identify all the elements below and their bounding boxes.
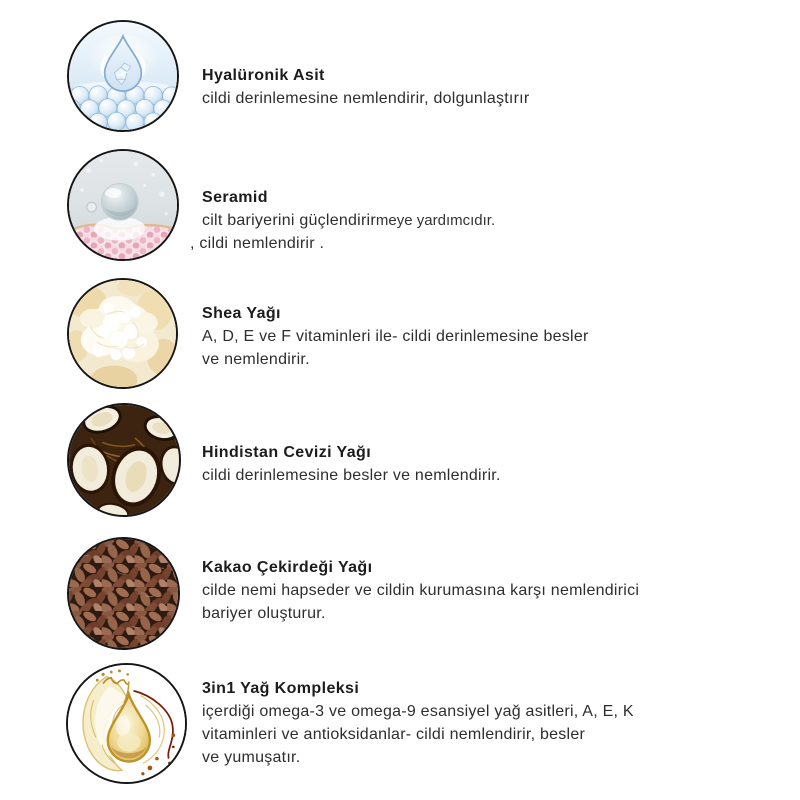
ingredient-description-line: ve yumuşatır.: [202, 749, 301, 766]
shea-butter-image: [67, 278, 178, 389]
ingredient-title: 3in1 Yağ Kompleksi: [202, 680, 360, 697]
cocoa-beans-image: [67, 537, 180, 650]
ingredient-description-line: , cildi nemlendirir .: [190, 235, 325, 252]
shea-butter-icon: [69, 280, 176, 387]
ingredient-title: Seramid: [202, 189, 268, 206]
alt-font-segment: meye yardımcıdır.: [375, 212, 496, 229]
ingredient-description-line: cilt bariyerini güçlendirirmeye yardımcıdır.: [202, 212, 496, 229]
ingredient-description-line: ve nemlendirir.: [202, 351, 310, 368]
ingredient-title: Hindistan Cevizi Yağı: [202, 444, 372, 461]
ingredient-title: Hyalüronik Asit: [202, 67, 325, 84]
oil-drop-image: [66, 663, 187, 784]
cocoa-beans-icon: [69, 539, 178, 648]
ingredient-description-line: içerdiği omega-3 ve omega-9 esansiyel yağ asitleri, A, E, K: [202, 703, 634, 720]
ceramide-image: [67, 149, 179, 261]
golden-oil-drop-icon: [68, 665, 185, 782]
ingredient-description-line: bariyer oluşturur.: [202, 605, 326, 622]
coconut-halves-icon: [69, 405, 179, 515]
hyaluronic-acid-image: [67, 20, 179, 132]
ingredient-description-line: cilde nemi hapseder ve cildin kurumasına karşı nemlendirici: [202, 582, 640, 599]
ingredient-title: Shea Yağı: [202, 305, 281, 322]
water-drop-icon: [69, 22, 177, 130]
ingredient-description-line: A, D, E ve F vitaminleri ile- cildi derinlemesine besler: [202, 328, 589, 345]
ingredient-description-line: vitaminleri ve antioksidanlar- cildi nemlendirir, besler: [202, 726, 586, 743]
ingredient-description-line: cildi derinlemesine besler ve nemlendirir.: [202, 467, 501, 484]
coconut-image: [67, 403, 181, 517]
ingredient-description-line: cildi derinlemesine nemlendirir, dolgunlaştırır: [202, 90, 530, 107]
bubble-on-skin-icon: [69, 151, 177, 259]
ingredient-title: Kakao Çekirdeği Yağı: [202, 559, 373, 576]
